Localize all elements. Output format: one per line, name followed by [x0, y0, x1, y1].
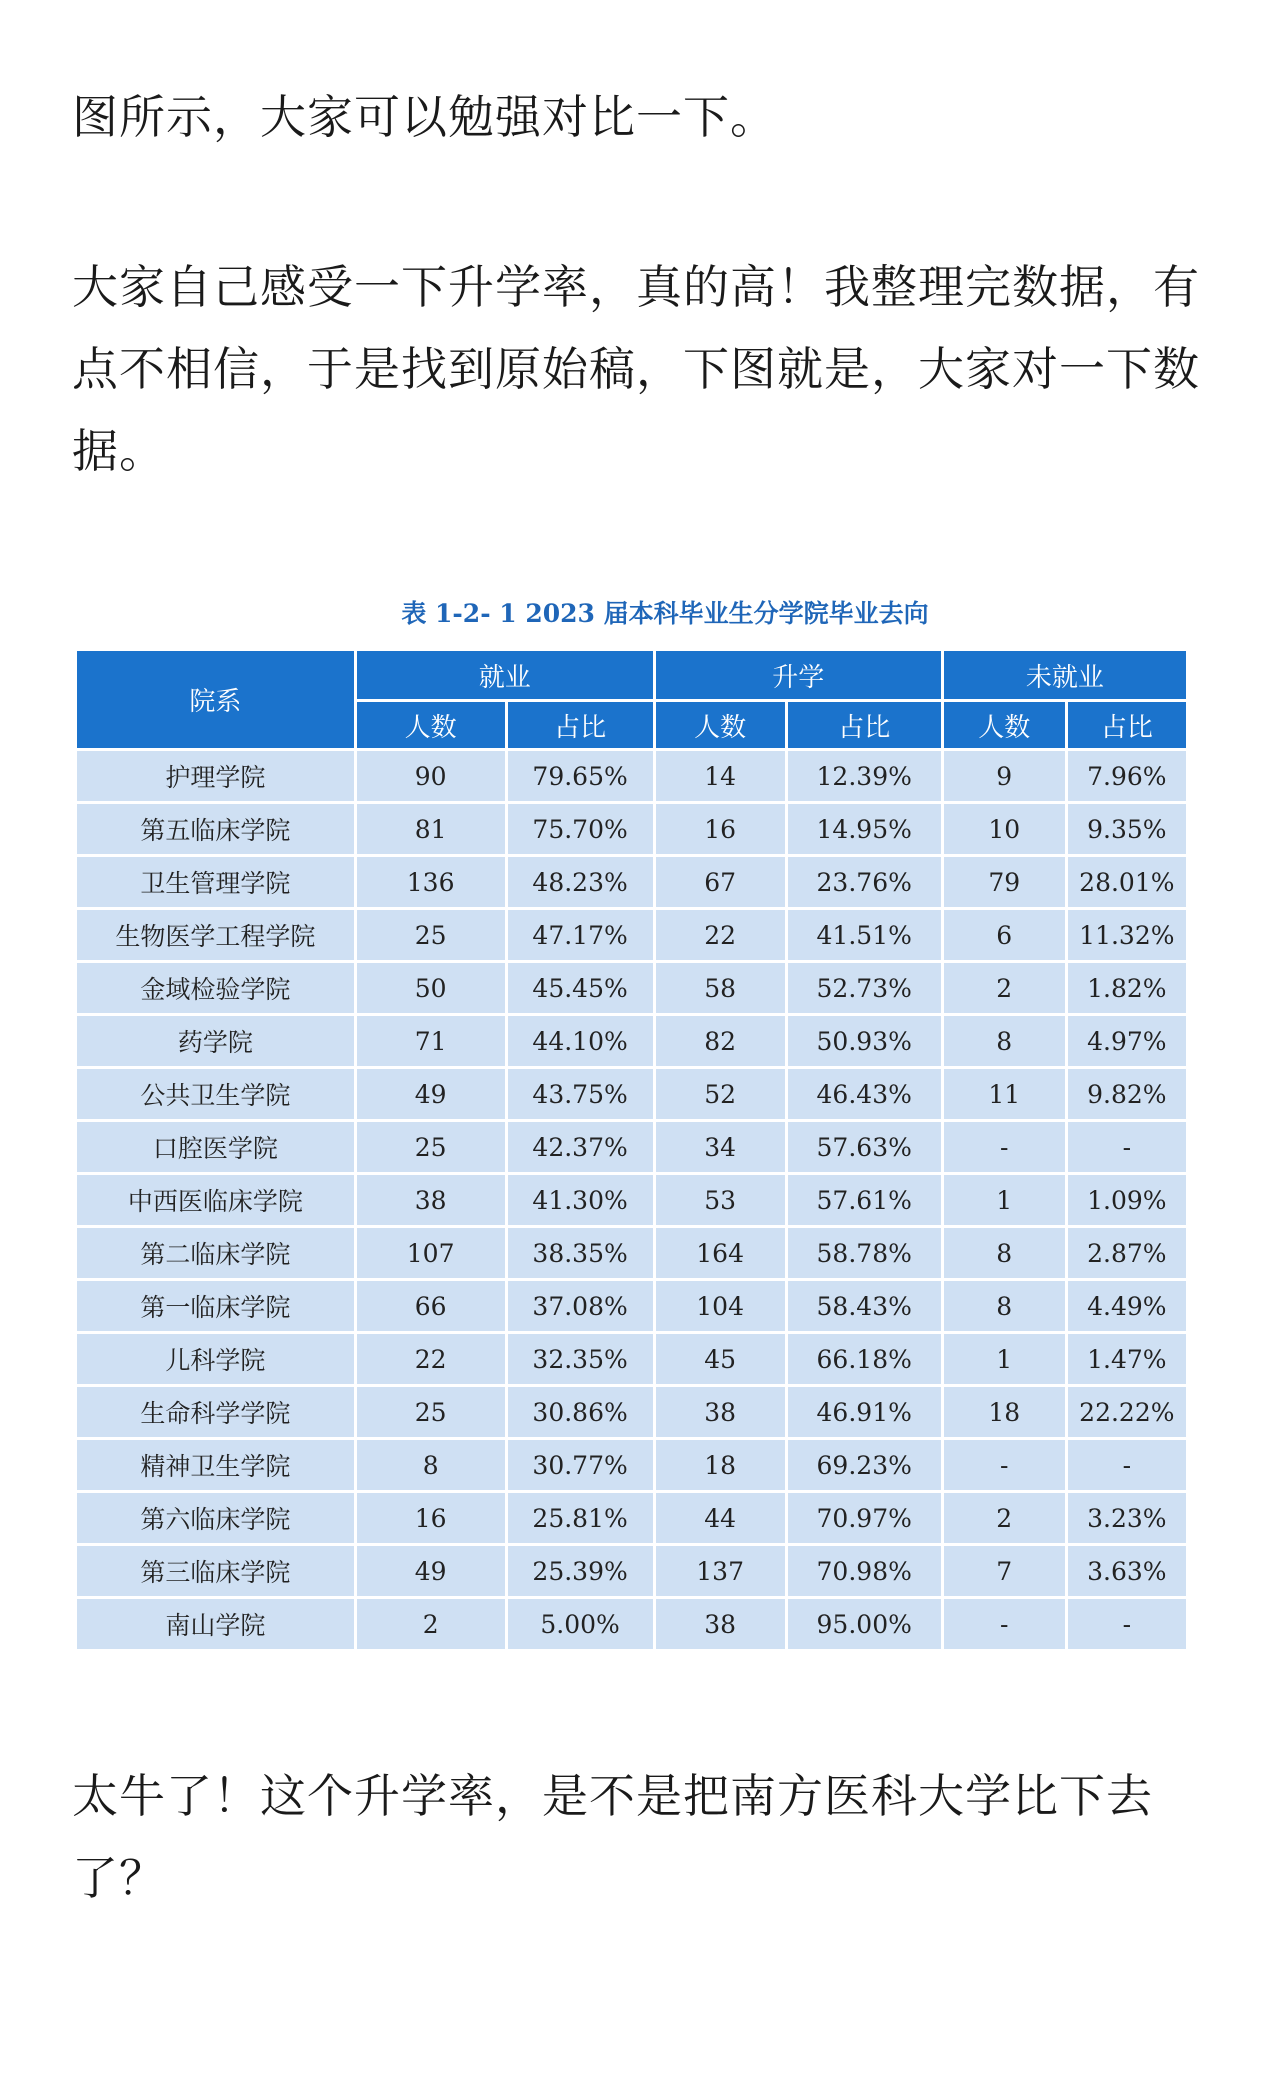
cell-study-count: 164	[656, 1228, 785, 1278]
cell-study-ratio: 52.73%	[788, 963, 941, 1013]
col-header-department: 院系	[77, 651, 354, 748]
cell-study-ratio: 58.78%	[788, 1228, 941, 1278]
cell-study-count: 104	[656, 1281, 785, 1331]
cell-employed-count: 2	[357, 1599, 505, 1649]
cell-unemployed-count: 10	[944, 804, 1065, 854]
cell-study-ratio: 57.61%	[788, 1175, 941, 1225]
cell-employed-count: 81	[357, 804, 505, 854]
cell-department: 生命科学学院	[77, 1387, 354, 1437]
cell-employed-ratio: 25.39%	[508, 1546, 653, 1596]
cell-department: 第三临床学院	[77, 1546, 354, 1596]
cell-unemployed-ratio: 4.97%	[1068, 1016, 1186, 1066]
cell-unemployed-ratio: -	[1068, 1599, 1186, 1649]
cell-employed-ratio: 30.77%	[508, 1440, 653, 1490]
table-row	[77, 1334, 1186, 1384]
table-row	[77, 1228, 1186, 1278]
cell-study-count: 137	[656, 1546, 785, 1596]
second-paragraph: 大家自己感受一下升学率，真的高！我整理完数据，有点不相信，于是找到原始稿，下图就是，大家对一下数据。	[72, 260, 1200, 478]
cell-employed-ratio: 32.35%	[508, 1334, 653, 1384]
cell-employed-ratio: 38.35%	[508, 1228, 653, 1278]
cell-employed-count: 25	[357, 1122, 505, 1172]
cell-study-count: 53	[656, 1175, 785, 1225]
cell-employed-ratio: 25.81%	[508, 1493, 653, 1543]
subheader-employed-count: 人数	[357, 702, 505, 748]
group-header-unemployed: 未就业	[944, 651, 1186, 699]
cell-employed-count: 49	[357, 1069, 505, 1119]
table-row	[77, 1016, 1186, 1066]
table-row	[77, 1387, 1186, 1437]
table-row	[77, 910, 1186, 960]
cell-employed-ratio: 42.37%	[508, 1122, 653, 1172]
cell-employed-count: 50	[357, 963, 505, 1013]
cell-unemployed-count: -	[944, 1599, 1065, 1649]
cell-study-count: 16	[656, 804, 785, 854]
cell-study-count: 22	[656, 910, 785, 960]
cell-department: 卫生管理学院	[77, 857, 354, 907]
cell-study-ratio: 46.43%	[788, 1069, 941, 1119]
cell-employed-ratio: 44.10%	[508, 1016, 653, 1066]
cell-unemployed-ratio: 1.47%	[1068, 1334, 1186, 1384]
cell-employed-count: 22	[357, 1334, 505, 1384]
cell-department: 第五临床学院	[77, 804, 354, 854]
closing-paragraph: 太牛了！这个升学率，是不是把南方医科大学比下去了？	[72, 1769, 1153, 1905]
cell-unemployed-count: 18	[944, 1387, 1065, 1437]
cell-employed-ratio: 43.75%	[508, 1069, 653, 1119]
cell-employed-ratio: 48.23%	[508, 857, 653, 907]
table-row	[77, 1122, 1186, 1172]
cell-study-count: 52	[656, 1069, 785, 1119]
cell-employed-ratio: 79.65%	[508, 751, 653, 801]
cell-unemployed-count: 1	[944, 1175, 1065, 1225]
cell-unemployed-ratio: -	[1068, 1440, 1186, 1490]
cell-unemployed-ratio: -	[1068, 1122, 1186, 1172]
cell-study-ratio: 14.95%	[788, 804, 941, 854]
table-row	[77, 1440, 1186, 1490]
cell-unemployed-ratio: 3.63%	[1068, 1546, 1186, 1596]
cell-department: 口腔医学院	[77, 1122, 354, 1172]
cell-employed-count: 107	[357, 1228, 505, 1278]
cell-study-ratio: 66.18%	[788, 1334, 941, 1384]
subheader-employed-ratio: 占比	[508, 702, 653, 748]
cell-study-ratio: 69.23%	[788, 1440, 941, 1490]
cell-employed-count: 71	[357, 1016, 505, 1066]
cell-employed-ratio: 75.70%	[508, 804, 653, 854]
cell-unemployed-count: 8	[944, 1281, 1065, 1331]
cell-unemployed-ratio: 1.09%	[1068, 1175, 1186, 1225]
cell-employed-count: 25	[357, 910, 505, 960]
cell-unemployed-ratio: 1.82%	[1068, 963, 1186, 1013]
cell-unemployed-count: 79	[944, 857, 1065, 907]
cell-employed-count: 16	[357, 1493, 505, 1543]
cell-department: 精神卫生学院	[77, 1440, 354, 1490]
cell-department: 第六临床学院	[77, 1493, 354, 1543]
cell-study-ratio: 41.51%	[788, 910, 941, 960]
table-row	[77, 1281, 1186, 1331]
cell-employed-count: 136	[357, 857, 505, 907]
cell-department: 第二临床学院	[77, 1228, 354, 1278]
cell-department: 中西医临床学院	[77, 1175, 354, 1225]
cell-department: 生物医学工程学院	[77, 910, 354, 960]
cell-unemployed-count: -	[944, 1440, 1065, 1490]
subheader-unemployed-count: 人数	[944, 702, 1065, 748]
cell-department: 儿科学院	[77, 1334, 354, 1384]
subheader-study-ratio: 占比	[788, 702, 941, 748]
cell-study-count: 82	[656, 1016, 785, 1066]
cell-unemployed-count: 11	[944, 1069, 1065, 1119]
cell-employed-count: 8	[357, 1440, 505, 1490]
cell-employed-ratio: 37.08%	[508, 1281, 653, 1331]
table-row	[77, 857, 1186, 907]
cell-study-ratio: 23.76%	[788, 857, 941, 907]
table-row	[77, 1493, 1186, 1543]
cell-department: 护理学院	[77, 751, 354, 801]
cell-employed-count: 90	[357, 751, 505, 801]
cell-study-count: 38	[656, 1387, 785, 1437]
cell-study-count: 38	[656, 1599, 785, 1649]
cell-study-count: 67	[656, 857, 785, 907]
cell-study-ratio: 70.98%	[788, 1546, 941, 1596]
cell-department: 药学院	[77, 1016, 354, 1066]
group-header-employed: 就业	[357, 651, 653, 699]
cell-unemployed-count: 8	[944, 1228, 1065, 1278]
table-row	[77, 1069, 1186, 1119]
cell-study-count: 14	[656, 751, 785, 801]
subheader-unemployed-ratio: 占比	[1068, 702, 1186, 748]
graduate-destination-table	[74, 648, 1189, 1652]
cell-unemployed-count: 2	[944, 1493, 1065, 1543]
table-row	[77, 1175, 1186, 1225]
cell-unemployed-count: 8	[944, 1016, 1065, 1066]
cell-unemployed-count: 1	[944, 1334, 1065, 1384]
cell-employed-ratio: 41.30%	[508, 1175, 653, 1225]
intro-paragraph: 图所示，大家可以勉强对比一下。	[72, 90, 777, 144]
cell-unemployed-ratio: 2.87%	[1068, 1228, 1186, 1278]
cell-study-ratio: 95.00%	[788, 1599, 941, 1649]
cell-unemployed-ratio: 3.23%	[1068, 1493, 1186, 1543]
cell-unemployed-count: 9	[944, 751, 1065, 801]
cell-study-ratio: 50.93%	[788, 1016, 941, 1066]
table-title: 表 1-2- 1 2023 届本科毕业生分学院毕业去向	[401, 599, 929, 628]
cell-employed-ratio: 45.45%	[508, 963, 653, 1013]
cell-study-ratio: 58.43%	[788, 1281, 941, 1331]
cell-unemployed-ratio: 4.49%	[1068, 1281, 1186, 1331]
table-row	[77, 751, 1186, 801]
cell-unemployed-ratio: 28.01%	[1068, 857, 1186, 907]
group-header-further-study: 升学	[656, 651, 941, 699]
cell-study-count: 58	[656, 963, 785, 1013]
table-row	[77, 963, 1186, 1013]
cell-employed-ratio: 30.86%	[508, 1387, 653, 1437]
cell-employed-count: 25	[357, 1387, 505, 1437]
cell-unemployed-ratio: 7.96%	[1068, 751, 1186, 801]
cell-study-ratio: 57.63%	[788, 1122, 941, 1172]
table-body	[77, 751, 1186, 1649]
cell-study-count: 34	[656, 1122, 785, 1172]
cell-study-count: 18	[656, 1440, 785, 1490]
cell-employed-ratio: 5.00%	[508, 1599, 653, 1649]
cell-department: 公共卫生学院	[77, 1069, 354, 1119]
cell-unemployed-count: -	[944, 1122, 1065, 1172]
cell-study-count: 45	[656, 1334, 785, 1384]
cell-department: 第一临床学院	[77, 1281, 354, 1331]
table-row	[77, 1546, 1186, 1596]
table-row	[77, 804, 1186, 854]
cell-employed-count: 38	[357, 1175, 505, 1225]
cell-study-ratio: 70.97%	[788, 1493, 941, 1543]
cell-employed-count: 66	[357, 1281, 505, 1331]
cell-study-ratio: 12.39%	[788, 751, 941, 801]
cell-unemployed-count: 2	[944, 963, 1065, 1013]
cell-study-count: 44	[656, 1493, 785, 1543]
cell-unemployed-ratio: 9.82%	[1068, 1069, 1186, 1119]
cell-unemployed-ratio: 22.22%	[1068, 1387, 1186, 1437]
cell-department: 南山学院	[77, 1599, 354, 1649]
cell-employed-ratio: 47.17%	[508, 910, 653, 960]
cell-unemployed-ratio: 9.35%	[1068, 804, 1186, 854]
cell-department: 金域检验学院	[77, 963, 354, 1013]
cell-unemployed-ratio: 11.32%	[1068, 910, 1186, 960]
cell-unemployed-count: 6	[944, 910, 1065, 960]
cell-unemployed-count: 7	[944, 1546, 1065, 1596]
table-row	[77, 1599, 1186, 1649]
cell-employed-count: 49	[357, 1546, 505, 1596]
cell-study-ratio: 46.91%	[788, 1387, 941, 1437]
subheader-study-count: 人数	[656, 702, 785, 748]
